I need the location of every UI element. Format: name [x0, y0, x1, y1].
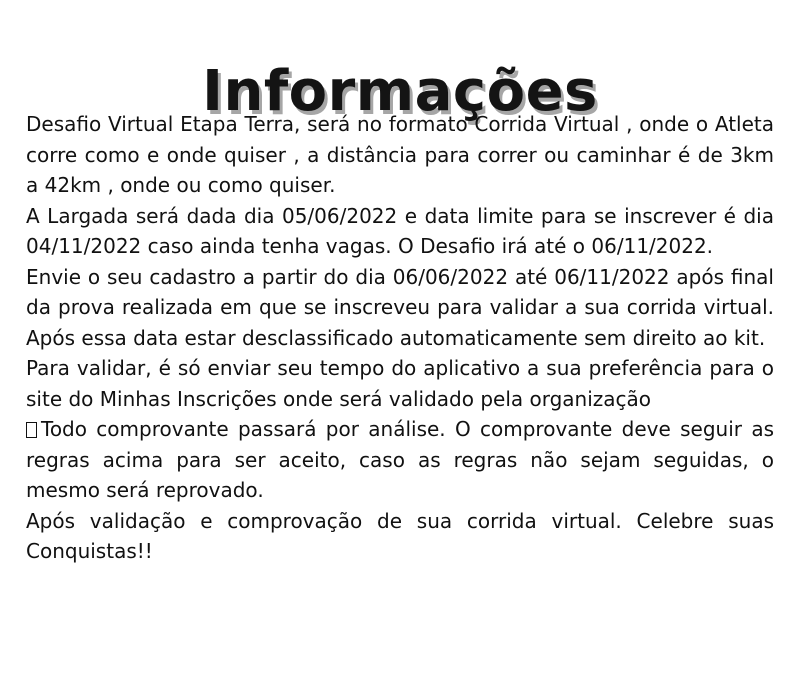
paragraph-registration: Envie o seu cadastro a partir do dia 06/06/2022 até 06/11/2022 após final da prova realizada em que se inscreveu para validar a sua corrida virtual. Após essa data estar desclassificado automaticamente sem direito ao kit. — [26, 264, 774, 350]
missing-glyph-icon — [26, 422, 37, 438]
proof-analysis-text: Todo comprovante passará por análise. O comprovante deve seguir as regras acima para ser aceito, caso as regras não sejam seguidas, o mesmo será reprovado. — [26, 417, 774, 502]
paragraph-proof-analysis — [26, 414, 774, 506]
paragraph-validation: Para validar, é só enviar seu tempo do aplicativo a sua preferência para o site do Minhas Inscrições onde será validado pela organização — [26, 356, 774, 411]
paragraph-format: Desafio Virtual Etapa Terra, será no formato Corrida Virtual , onde o Atleta corre como e onde quiser , a distância para correr ou caminhar é de 3km a 42km , onde ou como quiser. — [26, 112, 774, 197]
paragraph-celebrate: Após validação e comprovação de sua corrida virtual. Celebre suas Conquistas!! — [26, 508, 774, 563]
page-title: Informações — [202, 58, 598, 124]
paragraph-dates: A Largada será dada dia 05/06/2022 e data limite para se inscrever é dia 04/11/2022 caso ainda tenha vagas. O Desafio irá até o 06/11/2022. — [26, 203, 774, 258]
info-text-block — [26, 109, 774, 567]
